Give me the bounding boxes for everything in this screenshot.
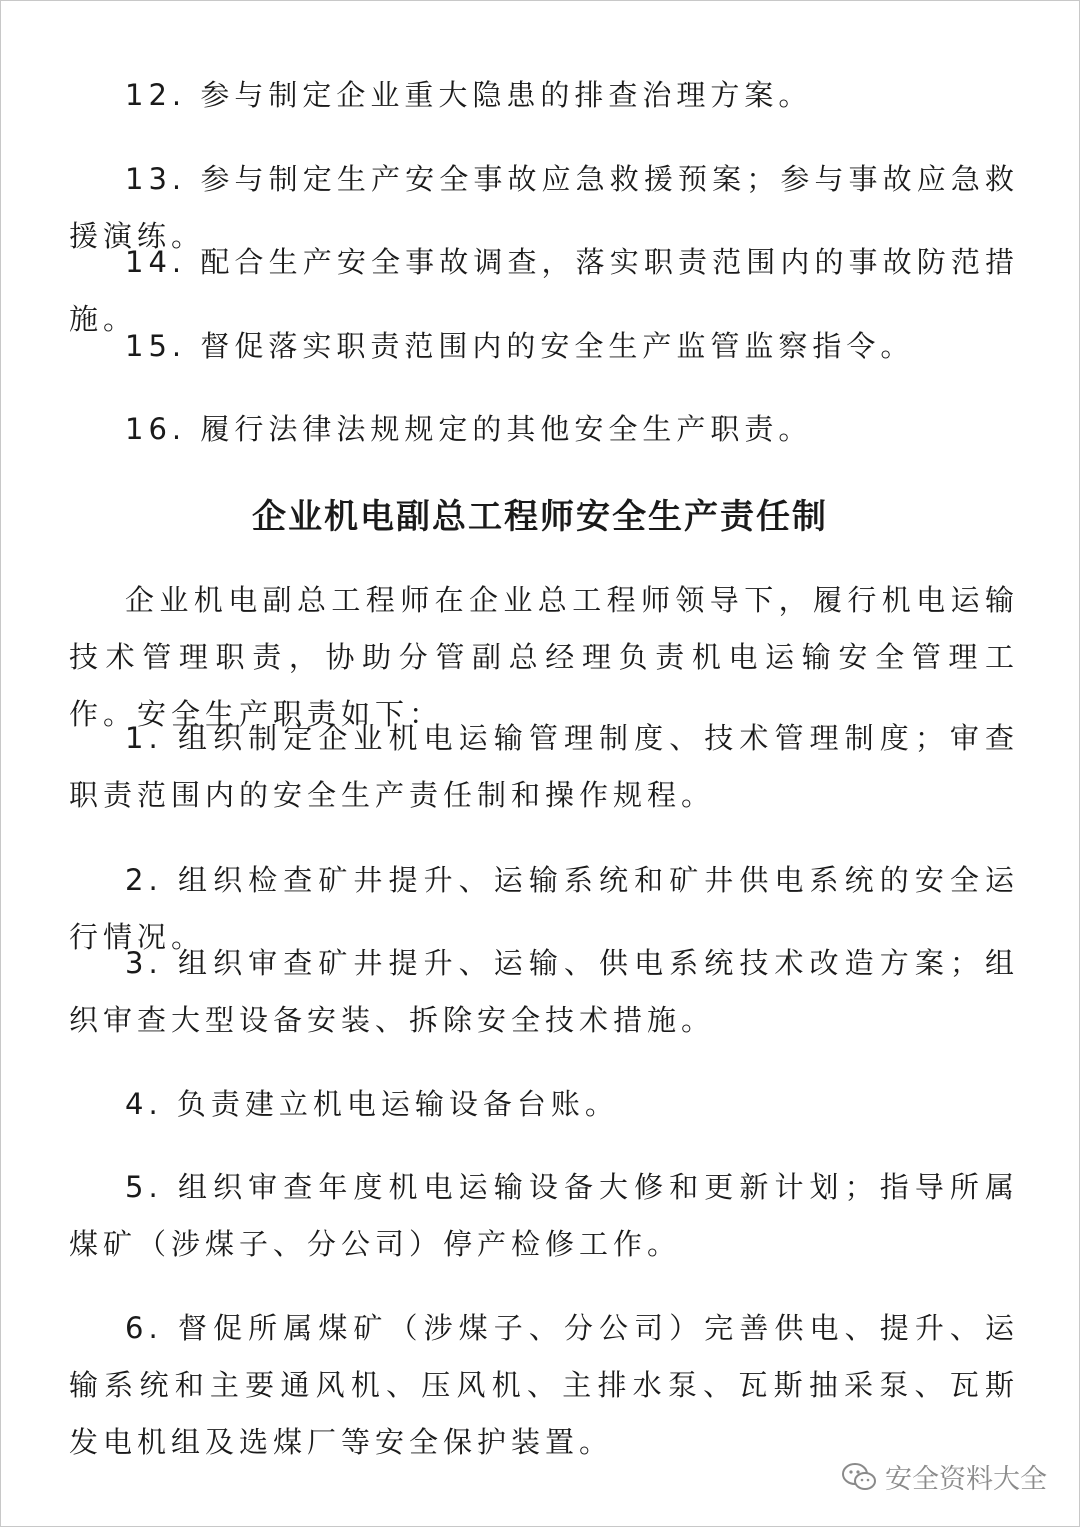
list-item-3: 3. 组织审查矿井提升、运输、供电系统技术改造方案；组织审查大型设备安装、拆除安全技术措施。 [69,946,1019,1037]
intro-paragraph: 企业机电副总工程师在企业总工程师领导下，履行机电运输技术管理职责，协助分管副总经理负责机电运输安全管理工作。安全生产职责如下： [69,583,1019,731]
list-item-6: 6. 督促所属煤矿（涉煤子、分公司）完善供电、提升、运输系统和主要通风机、压风机、主排水泵、瓦斯抽采泵、瓦斯发电机组及选煤厂等安全保护装置。 [69,1311,1019,1459]
list-item-13: 13. 参与制定生产安全事故应急救援预案；参与事故应急救援演练。 [69,162,1019,253]
list-item-1: 1. 组织制定企业机电运输管理制度、技术管理制度；审查职责范围内的安全生产责任制和操作规程。 [69,721,1019,812]
list-item-16: 16. 履行法律法规规定的其他安全生产职责。 [125,412,813,446]
wechat-icon [841,1462,877,1492]
list-item-12: 12. 参与制定企业重大隐患的排查治理方案。 [125,78,813,112]
watermark [841,1457,1047,1496]
section-title: 企业机电副总工程师安全生产责任制 [252,497,828,537]
list-item-2: 2. 组织检查矿井提升、运输系统和矿井供电系统的安全运行情况。 [69,863,1019,954]
list-item-15: 15. 督促落实职责范围内的安全生产监管监察指令。 [125,329,915,363]
list-item-5: 5. 组织审查年度机电运输设备大修和更新计划；指导所属煤矿（涉煤子、分公司）停产检修工作。 [69,1170,1019,1261]
list-item-4: 4. 负责建立机电运输设备台账。 [125,1087,619,1121]
watermark-text: 安全资料大全 [885,1464,1047,1495]
list-item-14: 14. 配合生产安全事故调查，落实职责范围内的事故防范措施。 [69,245,1019,336]
